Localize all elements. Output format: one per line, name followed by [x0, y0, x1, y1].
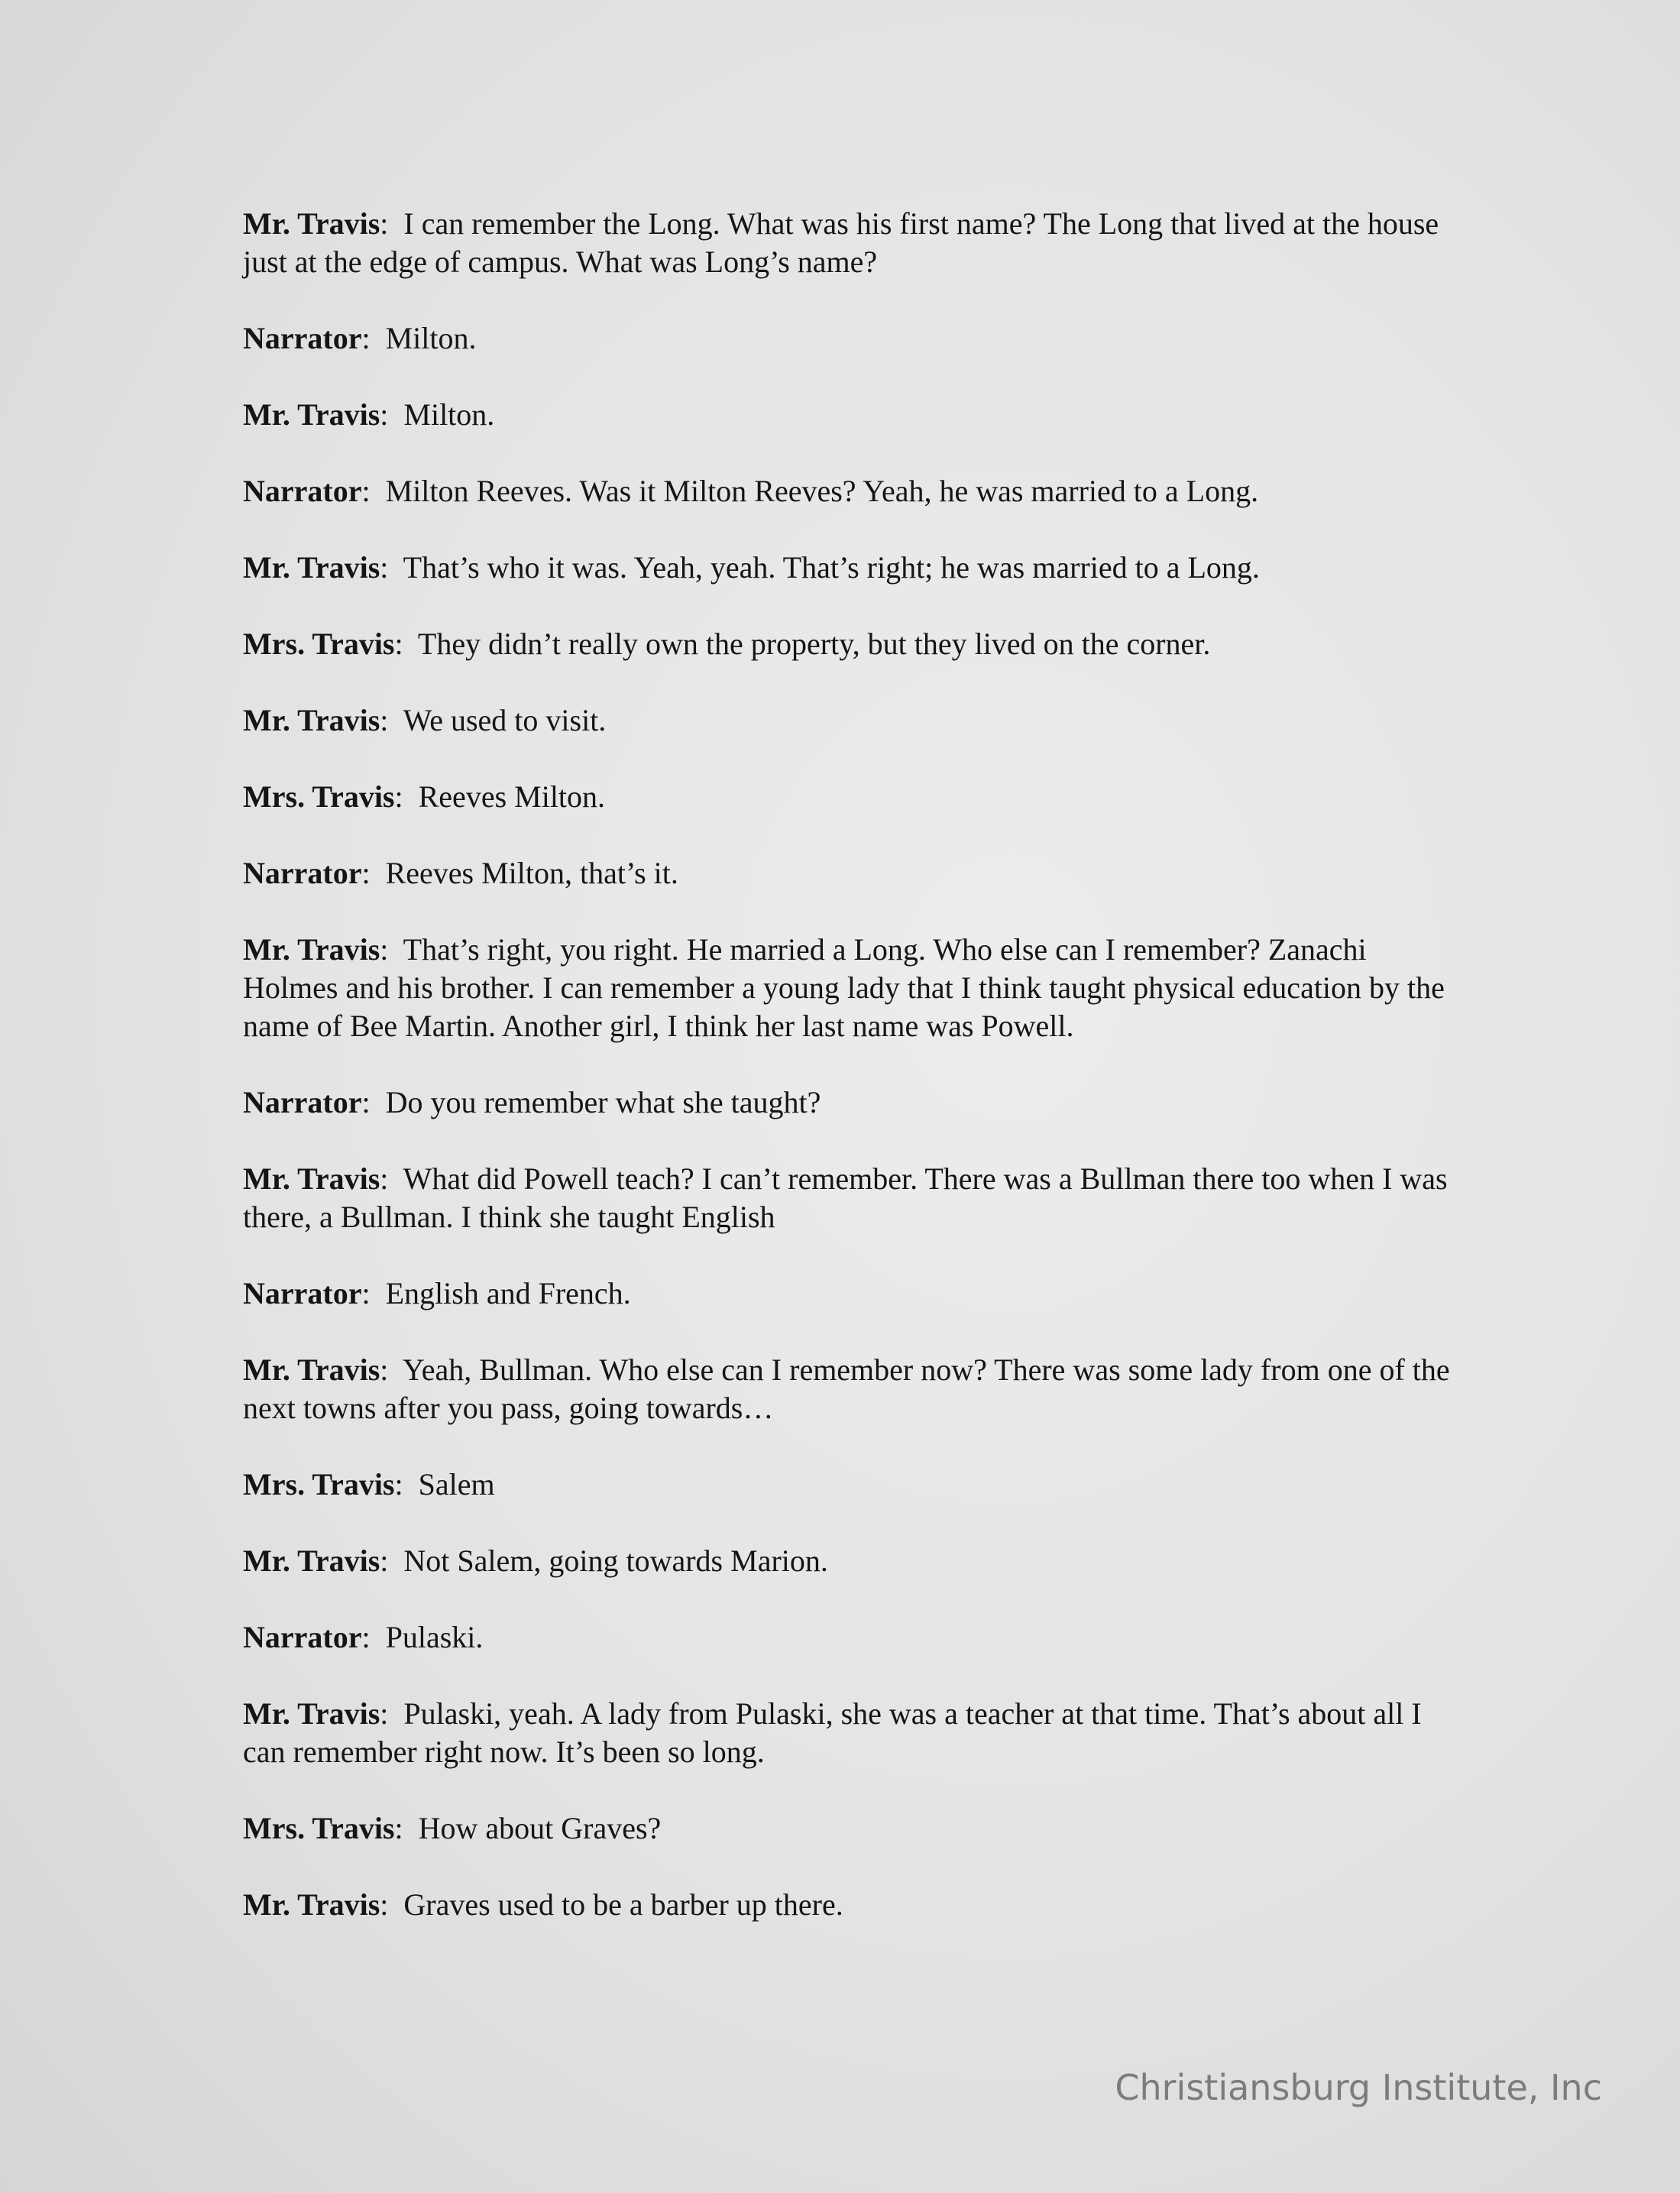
transcript-entry: Narrator: Do you remember what she taught?	[243, 1085, 821, 1119]
transcript-entry: Narrator: Pulaski.	[243, 1620, 484, 1654]
transcript-entry: Mrs. Travis: Salem	[243, 1467, 495, 1501]
transcript-entry: Mr. Travis: Milton.	[243, 397, 495, 432]
speaker-name: Mrs. Travis	[243, 627, 395, 661]
speaker-name: Mr. Travis	[243, 206, 380, 241]
speaker-name: Narrator	[243, 474, 362, 508]
speaker-name: Mrs. Travis	[243, 1467, 395, 1501]
transcript-entry: Mrs. Travis: Reeves Milton.	[243, 779, 606, 814]
speech-text: That’s right, you right. He married a Long. Who else can I remember? Zanachi Holmes and his brother. I can remember a young lady that I think taught physical education by the name of Bee Martin. Another girl, I think her last name was Powell.	[243, 932, 1445, 1043]
speech-text: Pulaski, yeah. A lady from Pulaski, she was a teacher at that time. That’s about all I can remember right now. It’s been so long.	[243, 1696, 1422, 1769]
speaker-name: Mr. Travis	[243, 932, 380, 967]
speaker-name: Narrator	[243, 856, 362, 890]
speech-text: Salem	[418, 1467, 495, 1501]
transcript-entry: Mr. Travis: I can remember the Long. What was his first name? The Long that lived at the house just at the edge of campus. What was Long’s name?	[243, 206, 1439, 279]
speech-text: Yeah, Bullman. Who else can I remember now? There was some lady from one of the next towns after you pass, going towards…	[243, 1352, 1450, 1425]
speech-text: Milton.	[385, 321, 477, 355]
speech-text: Pulaski.	[385, 1620, 484, 1654]
transcript-entry: Mr. Travis: Not Salem, going towards Marion.	[243, 1544, 828, 1578]
speech-text: Reeves Milton, that’s it.	[385, 856, 678, 890]
speaker-name: Mr. Travis	[243, 1887, 380, 1922]
speech-text: English and French.	[385, 1276, 631, 1310]
speech-text: How about Graves?	[418, 1811, 662, 1845]
transcript-entry: Mrs. Travis: How about Graves?	[243, 1811, 662, 1845]
speaker-name: Mrs. Travis	[243, 1811, 395, 1845]
speech-text: Do you remember what she taught?	[385, 1085, 821, 1119]
speaker-name: Mr. Travis	[243, 1696, 380, 1731]
transcript-entry: Narrator: Reeves Milton, that’s it.	[243, 856, 678, 890]
transcript-entry: Narrator: Milton Reeves. Was it Milton Reeves? Yeah, he was married to a Long.	[243, 474, 1259, 508]
speech-text: Reeves Milton.	[418, 779, 606, 814]
speech-text: That’s who it was. Yeah, yeah. That’s right; he was married to a Long.	[403, 550, 1260, 585]
speaker-name: Mr. Travis	[243, 703, 380, 737]
transcript-entry: Mr. Travis: Graves used to be a barber up there.	[243, 1887, 843, 1922]
transcript-entry: Mr. Travis: Yeah, Bullman. Who else can I remember now? There was some lady from one of the next towns after you pass, going towards…	[243, 1352, 1450, 1425]
speech-text: I can remember the Long. What was his first name? The Long that lived at the house just at the edge of campus. What was Long’s name?	[243, 206, 1439, 279]
transcript-entry: Mrs. Travis: They didn’t really own the property, but they lived on the corner.	[243, 627, 1211, 661]
speech-text: Graves used to be a barber up there.	[403, 1887, 843, 1922]
speech-text: Not Salem, going towards Marion.	[403, 1544, 828, 1578]
speaker-name: Mr. Travis	[243, 397, 380, 432]
speaker-name: Narrator	[243, 1085, 362, 1119]
transcript-entry: Mr. Travis: Pulaski, yeah. A lady from Pulaski, she was a teacher at that time. That’s about all I can remember right now. It’s been so long.	[243, 1696, 1422, 1769]
speech-text: Milton Reeves. Was it Milton Reeves? Yeah, he was married to a Long.	[385, 474, 1259, 508]
speech-text: They didn’t really own the property, but they lived on the corner.	[417, 627, 1211, 661]
speaker-name: Narrator	[243, 1620, 362, 1654]
transcript-entry: Mr. Travis: That’s right, you right. He married a Long. Who else can I remember? Zanachi Holmes and his brother. I can remember a young lady that I think taught physical education by the name of Bee Martin. Another girl, I think her last name was Powell.	[243, 932, 1445, 1043]
watermark: Christiansburg Institute, Inc	[1115, 2067, 1602, 2108]
transcript-entry: Narrator: Milton.	[243, 321, 477, 355]
speech-text: We used to visit.	[403, 703, 607, 737]
speaker-name: Mr. Travis	[243, 1352, 380, 1387]
speaker-name: Narrator	[243, 321, 362, 355]
transcript-body	[243, 205, 1465, 1962]
transcript-entry: Mr. Travis: What did Powell teach? I can’t remember. There was a Bullman there too when I was there, a Bullman. I think she taught English	[243, 1161, 1448, 1234]
speaker-name: Mr. Travis	[243, 1544, 380, 1578]
speech-text: What did Powell teach? I can’t remember. There was a Bullman there too when I was there, a Bullman. I think she taught English	[243, 1161, 1448, 1234]
transcript-entry: Narrator: English and French.	[243, 1276, 631, 1310]
transcript-entry: Mr. Travis: That’s who it was. Yeah, yeah. That’s right; he was married to a Long.	[243, 550, 1260, 585]
speaker-name: Mrs. Travis	[243, 779, 395, 814]
speaker-name: Mr. Travis	[243, 1161, 380, 1196]
speaker-name: Mr. Travis	[243, 550, 380, 585]
transcript-entry: Mr. Travis: We used to visit.	[243, 703, 607, 737]
speaker-name: Narrator	[243, 1276, 362, 1310]
speech-text: Milton.	[403, 397, 495, 432]
